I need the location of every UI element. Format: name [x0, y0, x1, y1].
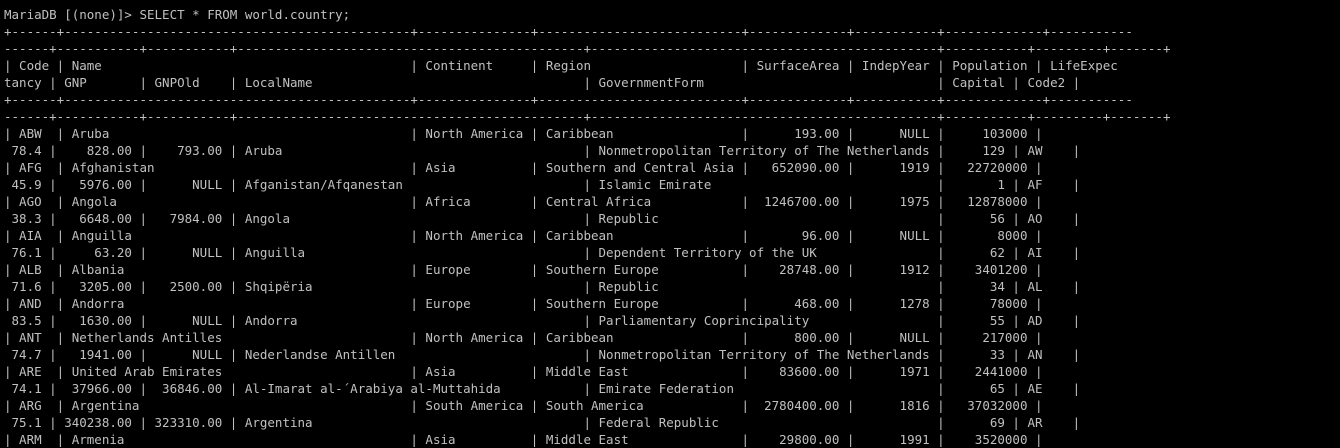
table-row-line: | AFG | Afghanistan | Asia | Southern and Central Asia | 652090.00 | 1919 | 22720000 |: [4, 160, 1043, 175]
table-row-line: | ARM | Armenia | Asia | Middle East | 29800.00 | 1991 | 3520000 |: [4, 432, 1043, 447]
table-row-line: 74.1 | 37966.00 | 36846.00 | Al-Imarat al-´Arabiya al-Muttahida | Emirate Federation | 65 | AE |: [4, 381, 1081, 396]
table-border-mid-b: ------+-----------+-----------+----------------------------------------------+----------------------------------------------+-----------+---------+-------+: [4, 109, 1171, 124]
table-border-mid-a: +------+----------------------------------------------+---------------+---------------------------+-------------+-----------+-------------+-----------: [4, 92, 1133, 107]
table-row-line: 45.9 | 5976.00 | NULL | Afganistan/Afqanestan | Islamic Emirate | 1 | AF |: [4, 177, 1081, 192]
table-row-line: 38.3 | 6648.00 | 7984.00 | Angola | Republic | 56 | AO |: [4, 211, 1081, 226]
table-row-line: 76.1 | 63.20 | NULL | Anguilla | Dependent Territory of the UK | 62 | AI |: [4, 245, 1081, 260]
table-row-line: | AIA | Anguilla | North America | Caribbean | 96.00 | NULL | 8000 |: [4, 228, 1043, 243]
table-header-line-2: tancy | GNP | GNPOld | LocalName | GovernmentForm | Capital | Code2 |: [4, 75, 1081, 90]
table-row-line: | ABW | Aruba | North America | Caribbean | 193.00 | NULL | 103000 |: [4, 126, 1043, 141]
table-row-line: | ALB | Albania | Europe | Southern Europe | 28748.00 | 1912 | 3401200 |: [4, 262, 1043, 277]
table-row-line: 83.5 | 1630.00 | NULL | Andorra | Parliamentary Coprincipality | 55 | AD |: [4, 313, 1081, 328]
table-row-line: 71.6 | 3205.00 | 2500.00 | Shqipëria | Republic | 34 | AL |: [4, 279, 1081, 294]
table-row-line: | ARE | United Arab Emirates | Asia | Middle East | 83600.00 | 1971 | 2441000 |: [4, 364, 1043, 379]
table-row-line: | AGO | Angola | Africa | Central Africa | 1246700.00 | 1975 | 12878000 |: [4, 194, 1043, 209]
table-row-line: | ARG | Argentina | South America | South America | 2780400.00 | 1816 | 37032000 |: [4, 398, 1043, 413]
table-header-line-1: | Code | Name | Continent | Region | SurfaceArea | IndepYear | Population | LifeExpec: [4, 58, 1118, 73]
table-row-line: 74.7 | 1941.00 | NULL | Nederlandse Antillen | Nonmetropolitan Territory of The Netherlands | 33 | AN |: [4, 347, 1081, 362]
table-border-top-a: +------+----------------------------------------------+---------------+---------------------------+-------------+-----------+-------------+-----------: [4, 24, 1133, 39]
table-border-top-b: ------+-----------+-----------+----------------------------------------------+----------------------------------------------+-----------+---------+-------+: [4, 41, 1171, 56]
command-prompt-line: MariaDB [(none)]> SELECT * FROM world.country;: [4, 7, 351, 22]
table-row-line: | AND | Andorra | Europe | Southern Europe | 468.00 | 1278 | 78000 |: [4, 296, 1043, 311]
table-row-line: 75.1 | 340238.00 | 323310.00 | Argentina | Federal Republic | 69 | AR |: [4, 415, 1081, 430]
table-row-line: | ANT | Netherlands Antilles | North America | Caribbean | 800.00 | NULL | 217000 |: [4, 330, 1043, 345]
table-row-line: 78.4 | 828.00 | 793.00 | Aruba | Nonmetropolitan Territory of The Netherlands | 129 | AW |: [4, 143, 1081, 158]
